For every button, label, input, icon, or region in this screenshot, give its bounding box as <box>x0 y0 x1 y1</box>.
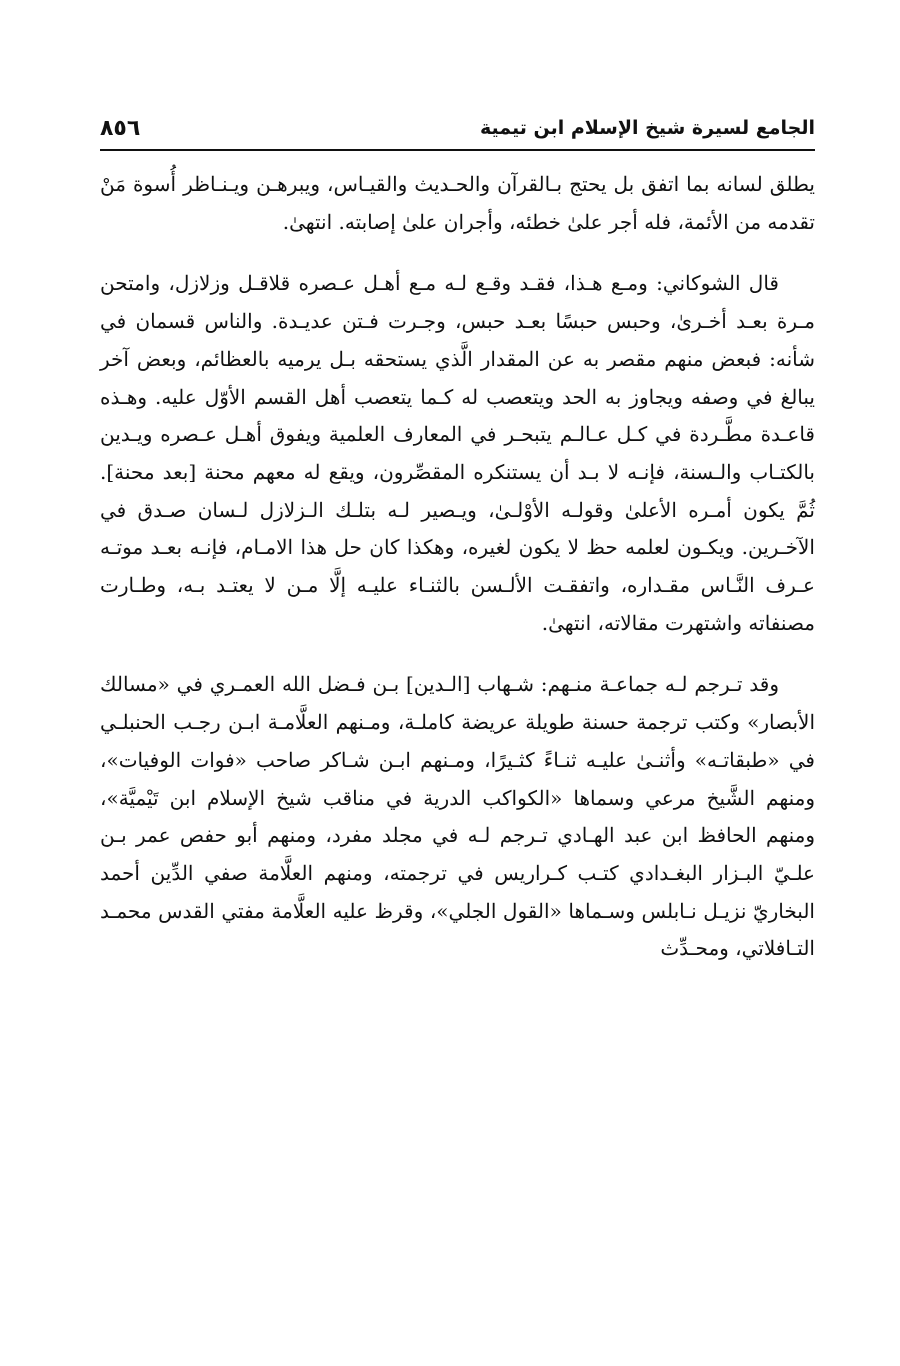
paragraph-continuation: يطلق لسانه بما اتفق بل يحتج بـالقرآن والحـديث والقيـاس، ويبرهـن ويـنـاظر أُسوة مَنْ تقدمه من الأئمة، فله أجر علىٰ خطئه، وأجران علىٰ إصابته. انتهىٰ. <box>100 172 815 234</box>
header-divider <box>100 149 815 151</box>
page-number: ٨٥٦ <box>100 115 141 141</box>
book-page <box>100 0 815 1366</box>
paragraph-biographers: وقد تـرجم لـه جماعـة منـهم: شـهاب [الـدين] بـن فـضل الله العمـري في «مسالك الأبصار» وكتب ترجمة حسنة طويلة عريضة كاملـة، ومـنهم العلَّامـة ابـن رجـب الحنبلـي في «طبقاتـه» وأثنـىٰ عليـه ثنـاءً كثـيرًا، ومـنهم ابـن شـاكر صاحب «فوات الوفيات»، ومنهم الشَّيخ مرعي وسماها «الكواكب الدرية في مناقب شيخ الإسلام ابن تَيْميَّة»، ومنهم الحافظ ابن عبد الهـادي تـرجم لـه في مجلد مفرد، ومنهم أبو حفص عمر بـن علـيّ البـزار البغـدادي كتـب كـراريس في ترجمته، ومنهم العلَّامة صفي الدِّين أحمد البخاريّ نزيـل نـابلس وسـماها «القول الجلي»، وقرظ عليه العلَّامة مفتي القدس محمـد التـافلاتي، ومحـدِّث <box>100 672 816 961</box>
running-header <box>100 108 815 148</box>
paragraph-shawkani-quote: قال الشوكاني: ومـع هـذا، فقـد وقـع لـه مـع أهـل عـصره قلاقـل وزلازل، وامتحن مـرة بعـد أخـرىٰ، وحبس حبسًا بعـد حبس، وجـرت فـتن عديـدة. والناس قسمان في شأنه: فبعض منهم مقصر به عن المقدار الَّذي يستحقه بـل يرميه بالعظائم، وبعض آخر يبالغ في وصفه ويجاوز به الحد ويتعصب له كـما يتعصب أهل القسم الأوّل عليه. وهـذه قاعـدة مطَّـردة في كـل عـالـم يتبحـر في المعارف العلمية ويفوق أهـل عـصره ويـدين بالكتـاب والـسنة، فإنـه لا بـد أن يستنكره المقصِّرون، ويقع له معهم محنة [بعد محنة]. ثُمَّ يكون أمـره الأعلىٰ وقولـه الأوْلـىٰ، ويـصير لـه بتلـك الـزلازل لـسان صـدق في الآخـرين. ويكـون لعلمه حظ لا يكون لغيره، وهكذا كان حل هذا الامـام، فإنـه بعـد موتـه عـرف النَّـاس مقـداره، واتفقـت الألـسن بالثنـاء عليـه إلَّا مـن لا يعتـد بـه، وطـارت مصنفاته واشتهرت مقالاته، انتهىٰ. <box>100 271 815 635</box>
body-text <box>100 166 815 968</box>
header-title: الجامع لسيرة شيخ الإسلام ابن تيمية <box>479 117 815 139</box>
